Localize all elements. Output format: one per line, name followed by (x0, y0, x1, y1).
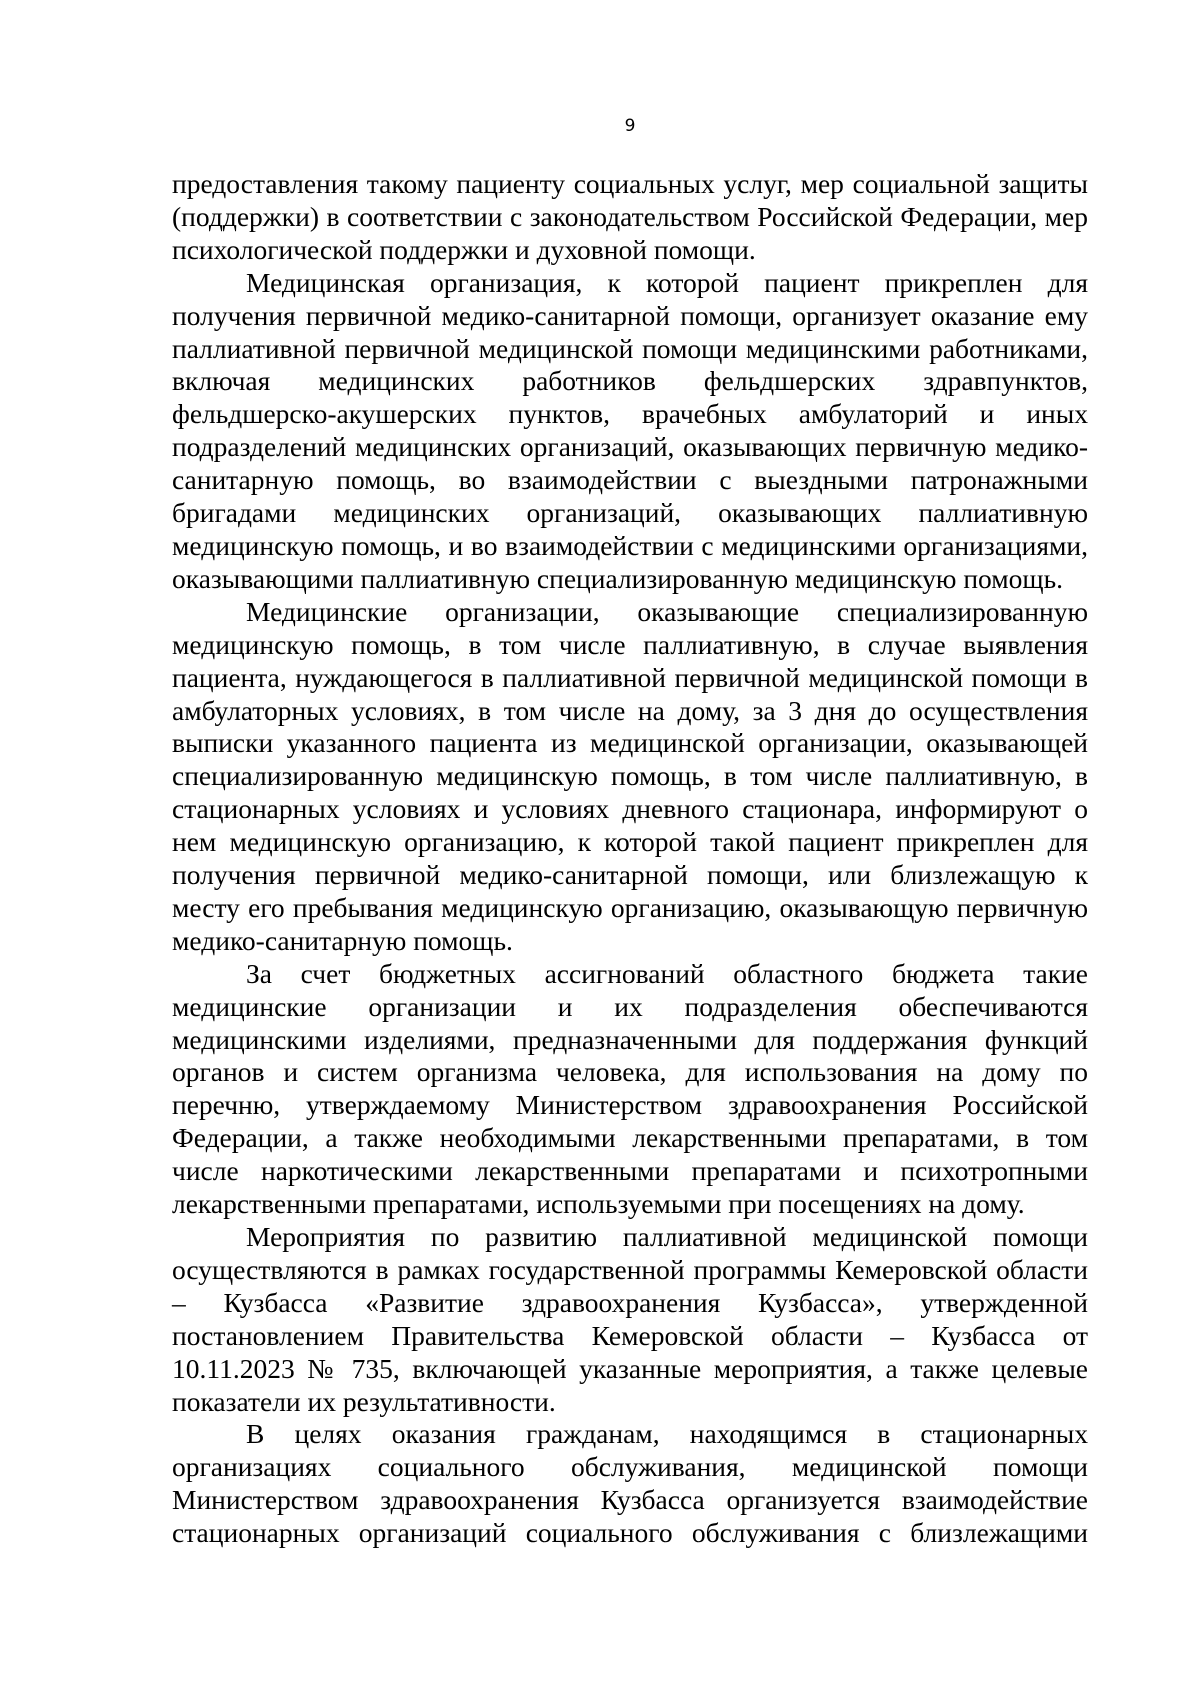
paragraph: предоставления такому пациенту социальных услуг, мер социальной защиты (поддержки) в соответствии с законодательством Российской Федерации, мер психологической поддержки и духовной помощи. (172, 168, 1088, 265)
paragraph: За счет бюджетных ассигнований областного бюджета такие медицинские организации и их подразделения обеспечиваются медицинскими изделиями, предназначенными для поддержания функций органов и систем организма человека, для использования на дому по перечню, утверждаемому Министерством здравоохранения Российской Федерации, а также необходимыми лекарственными препаратами, в том числе наркотическими лекарственными препаратами и психотропными лекарственными препаратами, используемыми при посещениях на дому. (172, 957, 1088, 1220)
paragraph: Мероприятия по развитию паллиативной медицинской помощи осуществляются в рамках государственной программы Кемеровской области – Кузбасса «Развитие здравоохранения Кузбасса», утвержденной постановлением Правительства Кемеровской области – Кузбасса от 10.11.2023 № 735, включающей указанные мероприятия, а также целевые показатели их результативности. (172, 1221, 1088, 1417)
paragraph: Медицинская организация, к которой пациент прикреплен для получения первичной медико-санитарной помощи, организует оказание ему паллиативной первичной медицинской помощи медицинскими работниками, включая медицинских работников фельдшерских здравпунктов, фельдшерско-акушерских пунктов, врачебных амбулаторий и иных подразделений медицинских организаций, оказывающих первичную медико-санитарную помощь, во взаимодействии с выездными патронажными бригадами медицинских организаций, оказывающих паллиативную медицинскую помощь, и во взаимодействии с медицинскими организациями, оказывающими паллиативную специализированную медицинскую помощь. (172, 266, 1088, 594)
page-number: 9 (624, 116, 636, 136)
paragraph: В целях оказания гражданам, находящимся в стационарных организациях социального обслуживания, медицинской помощи Министерством здравоохранения Кузбасса организуется взаимодействие стационарных организаций социального обслуживания с близлежащими (172, 1418, 1088, 1549)
document-body (172, 168, 1088, 1550)
paragraph: Медицинские организации, оказывающие специализированную медицинскую помощь, в том числе паллиативную, в случае выявления пациента, нуждающегося в паллиативной первичной медицинской помощи в амбулаторных условиях, в том числе на дому, за 3 дня до осуществления выписки указанного пациента из медицинской организации, оказывающей специализированную медицинскую помощь, в том числе паллиативную, в стационарных условиях и условиях дневного стационара, информируют о нем медицинскую организацию, к которой такой пациент прикреплен для получения первичной медико-санитарной помощи, или близлежащую к месту его пребывания медицинскую организацию, оказывающую первичную медико-санитарную помощь. (172, 595, 1088, 956)
